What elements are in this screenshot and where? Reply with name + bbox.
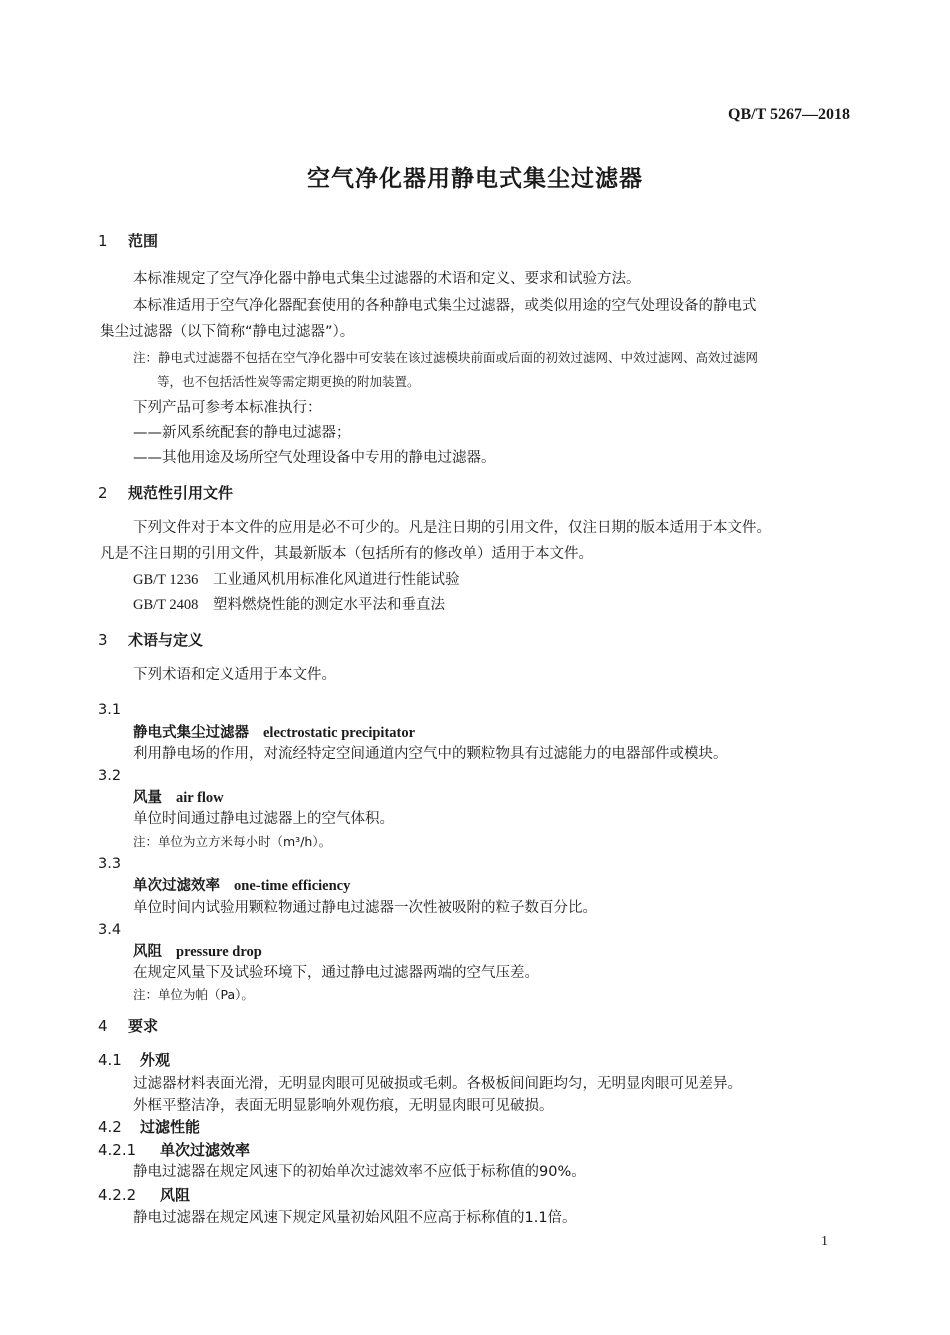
subsection-number: 4.2.1: [98, 1141, 137, 1159]
paragraph: 下列术语和定义适用于本文件。: [133, 667, 336, 683]
term-definition: 利用静电场的作用，对流经特定空间通道内空气中的颗粒物具有过滤能力的电器部件或模块。: [133, 746, 728, 762]
paragraph: 凡是不注日期的引用文件，其最新版本（包括所有的修改单）适用于本文件。: [100, 546, 593, 562]
section-title: 术语与定义: [128, 631, 204, 649]
term-en: air flow: [176, 790, 224, 806]
paragraph: 集尘过滤器（以下简称“静电过滤器”）。: [100, 324, 355, 340]
term-heading: [133, 876, 350, 896]
list-item: ——新风系统配套的静电过滤器；: [133, 425, 351, 441]
subsection-4-2-heading: [98, 1117, 200, 1137]
paragraph: 过滤器材料表面光滑，无明显肉眼可见破损或毛刺。各极板间间距均匀，无明显肉眼可见差异。: [133, 1076, 742, 1092]
reference-code: GB/T 1236: [133, 572, 199, 588]
section-number: 2: [98, 484, 108, 502]
reference-item: [133, 570, 460, 590]
paragraph: 下列产品可参考本标准执行：: [133, 400, 322, 416]
page-number: 1: [821, 1234, 828, 1249]
note: 注：单位为帕（Pa）。: [133, 987, 254, 1002]
term-zh: 单次过滤效率: [133, 878, 220, 894]
section-4-heading: [98, 1016, 158, 1036]
section-3-heading: [98, 630, 203, 650]
note: 等，也不包括活性炭等需定期更换的附加装置。: [157, 374, 420, 389]
document-title: 空气净化器用静电式集尘过滤器: [307, 166, 643, 192]
paragraph: 下列文件对于本文件的应用是必不可少的。凡是注日期的引用文件，仅注日期的版本适用于本文件。: [133, 520, 771, 536]
reference-item: [133, 595, 445, 615]
subsection-title: 风阻: [160, 1186, 191, 1204]
subsection-4-2-1-heading: [98, 1140, 250, 1160]
section-1-heading: [98, 231, 158, 251]
section-title: 范围: [128, 232, 159, 250]
section-number: 1: [98, 232, 108, 250]
section-title: 要求: [128, 1017, 159, 1035]
standard-code: QB/T 5267—2018: [728, 106, 850, 123]
term-heading: [133, 723, 415, 743]
subsection-4-2-2-heading: [98, 1185, 190, 1205]
note: 注：静电式过滤器不包括在空气净化器中可安装在该过滤模块前面或后面的初效过滤网、中效过滤网、高效过滤网: [133, 350, 759, 365]
term-definition: 单位时间内试验用颗粒物通过静电过滤器一次性被吸附的粒子数百分比。: [133, 900, 597, 916]
subsection-title: 过滤性能: [140, 1118, 201, 1136]
section-number: 4: [98, 1017, 108, 1035]
term-number: 3.3: [98, 856, 122, 872]
section-number: 3: [98, 631, 108, 649]
reference-code: GB/T 2408: [133, 597, 199, 613]
term-zh: 静电式集尘过滤器: [133, 725, 249, 741]
list-item: ——其他用途及场所空气处理设备中专用的静电过滤器。: [133, 450, 496, 466]
term-number: 3.1: [98, 702, 122, 718]
term-en: electrostatic precipitator: [263, 725, 416, 741]
subsection-title: 单次过滤效率: [160, 1141, 251, 1159]
note: 注：单位为立方米每小时（m³/h）。: [133, 834, 332, 849]
subsection-4-1-heading: [98, 1050, 170, 1070]
subsection-number: 4.1: [98, 1051, 122, 1069]
term-heading: [133, 788, 224, 808]
term-en: pressure drop: [176, 944, 262, 960]
term-number: 3.2: [98, 768, 122, 784]
subsection-number: 4.2.2: [98, 1186, 137, 1204]
term-number: 3.4: [98, 922, 122, 938]
paragraph: 静电过滤器在规定风速下规定风量初始风阻不应高于标称值的1.1倍。: [133, 1210, 577, 1226]
subsection-number: 4.2: [98, 1118, 122, 1136]
paragraph: 本标准适用于空气净化器配套使用的各种静电式集尘过滤器，或类似用途的空气处理设备的静电式: [133, 298, 757, 314]
term-en: one-time efficiency: [234, 878, 351, 894]
paragraph: 静电过滤器在规定风速下的初始单次过滤效率不应低于标称值的90%。: [133, 1164, 586, 1180]
reference-title: 工业通风机用标准化风道进行性能试验: [213, 572, 460, 588]
term-definition: 在规定风量下及试验环境下，通过静电过滤器两端的空气压差。: [133, 965, 539, 981]
term-zh: 风量: [133, 790, 162, 806]
term-heading: [133, 942, 262, 962]
section-title: 规范性引用文件: [128, 484, 234, 502]
term-definition: 单位时间通过静电过滤器上的空气体积。: [133, 811, 394, 827]
paragraph: 外框平整洁净，表面无明显影响外观伤痕，无明显肉眼可见破损。: [133, 1098, 554, 1114]
subsection-title: 外观: [140, 1051, 171, 1069]
term-zh: 风阻: [133, 944, 162, 960]
section-2-heading: [98, 483, 233, 503]
paragraph: 本标准规定了空气净化器中静电式集尘过滤器的术语和定义、要求和试验方法。: [133, 271, 641, 287]
reference-title: 塑料燃烧性能的测定水平法和垂直法: [213, 597, 445, 613]
